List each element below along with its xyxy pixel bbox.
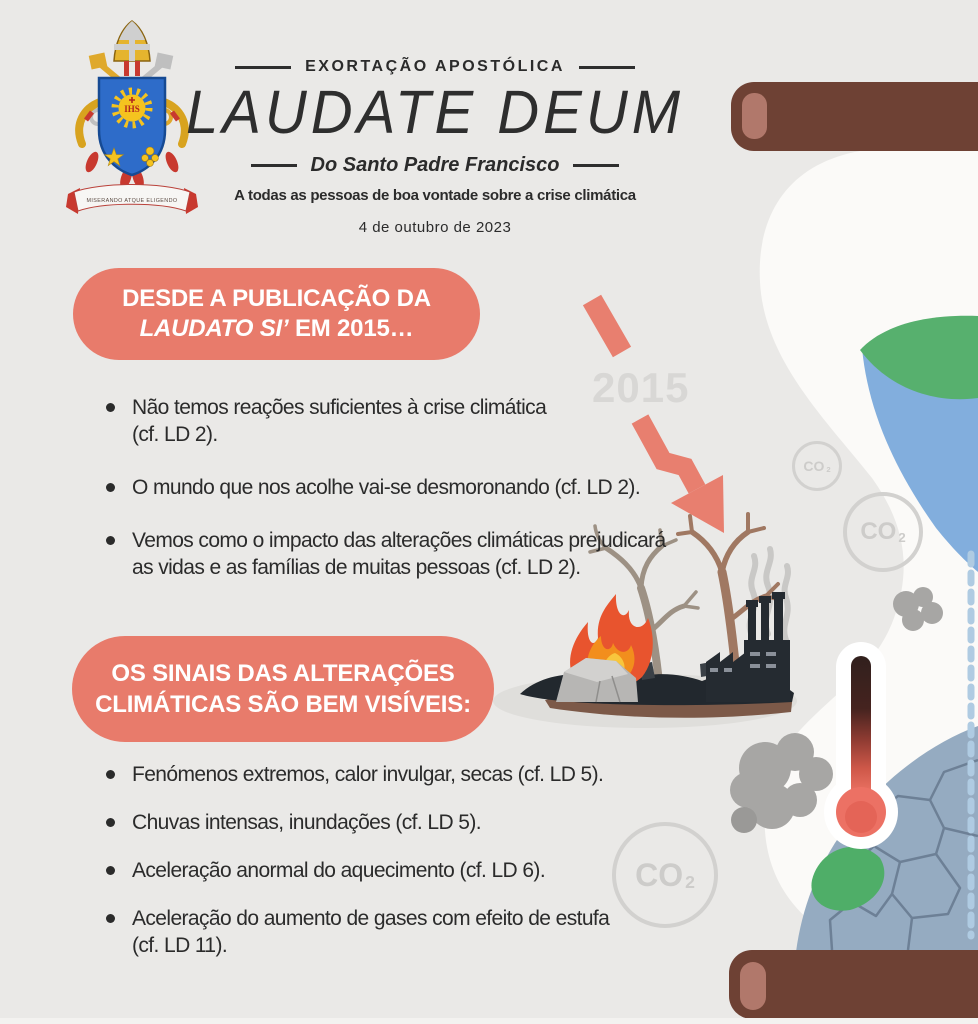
year-2015-watermark: 2015 <box>592 364 690 411</box>
list-item <box>132 809 609 836</box>
header <box>185 58 685 236</box>
bullet-text: O mundo que nos acolhe vai-se desmoronando (cf. LD 2). <box>132 476 641 499</box>
list-item <box>132 761 609 788</box>
bullet-list-signs <box>132 761 609 980</box>
subtitle: Do Santo Padre Francisco <box>310 154 560 176</box>
bullet-list-since-2015 <box>132 394 666 607</box>
co2-text: CO <box>803 458 825 474</box>
co2-bubble-icon <box>792 441 842 491</box>
finger-bottom-bar <box>729 950 978 1019</box>
page-title: LAUDATE DEUM <box>185 78 685 147</box>
co2-text: CO <box>860 518 897 545</box>
rule-left <box>251 164 297 167</box>
co2-bubble-icon <box>612 822 718 928</box>
bullet-text: Não temos reações suficientes à crise climática <box>132 396 547 419</box>
co2-sub: 2 <box>898 530 906 546</box>
list-item <box>132 394 666 448</box>
rule-left <box>235 66 291 69</box>
list-item <box>132 857 609 884</box>
co2-text: CO <box>635 856 684 893</box>
bullet-text: as vidas e as famílias de muitas pessoas (cf. LD 2). <box>132 556 581 579</box>
list-item <box>132 905 609 959</box>
mitre <box>114 21 150 76</box>
rule-right <box>573 164 619 167</box>
bullet-text: (cf. LD 11). <box>132 934 228 957</box>
subtitle-row <box>251 154 620 177</box>
tagline: A todas as pessoas de boa vontade sobre a crise climática <box>234 187 636 204</box>
bullet-text: Vemos como o impacto das alterações climáticas prejudicará <box>132 529 666 552</box>
bullet-text: Aceleração do aumento de gases com efeito de estufa <box>132 907 610 930</box>
list-item <box>132 527 666 581</box>
laudato-si-italic: LAUDATO SI’ <box>139 315 289 342</box>
list-item <box>132 474 666 501</box>
crest-motto: MISERANDO ATQUE ELIGENDO <box>86 198 178 204</box>
bullet-text: (cf. LD 2). <box>132 423 218 446</box>
section-heading-since-2015 <box>73 268 480 360</box>
factory-icon <box>706 592 790 702</box>
kicker-row <box>235 58 635 76</box>
finger-top-bar <box>731 82 978 151</box>
bullet-text: Aceleração anormal do aquecimento (cf. LD 6). <box>132 859 546 882</box>
publication-date: 4 de outubro de 2023 <box>358 219 512 236</box>
pill-line <box>140 314 414 344</box>
pill-line-rest: EM 2015… <box>288 315 414 342</box>
pill-line: CLIMÁTICAS SÃO BEM VISÍVEIS: <box>95 691 471 718</box>
co2-bubble-icon <box>843 492 923 572</box>
pill-line: OS SINAIS DAS ALTERAÇÕES <box>111 660 455 687</box>
section-heading-signs <box>72 636 494 742</box>
bullet-text: Fenómenos extremos, calor invulgar, secas (cf. LD 5). <box>132 763 604 786</box>
co2-sub: 2 <box>826 464 831 474</box>
pill-line: DESDE A PUBLICAÇÃO DA <box>122 285 431 312</box>
svg-text:IHS: IHS <box>124 104 140 114</box>
kicker: EXORTAÇÃO APOSTÓLICA <box>305 58 565 75</box>
rule-right <box>579 66 635 69</box>
bullet-text: Chuvas intensas, inundações (cf. LD 5). <box>132 811 481 834</box>
co2-sub: 2 <box>685 872 695 893</box>
bottom-edge-strip <box>0 1018 978 1024</box>
